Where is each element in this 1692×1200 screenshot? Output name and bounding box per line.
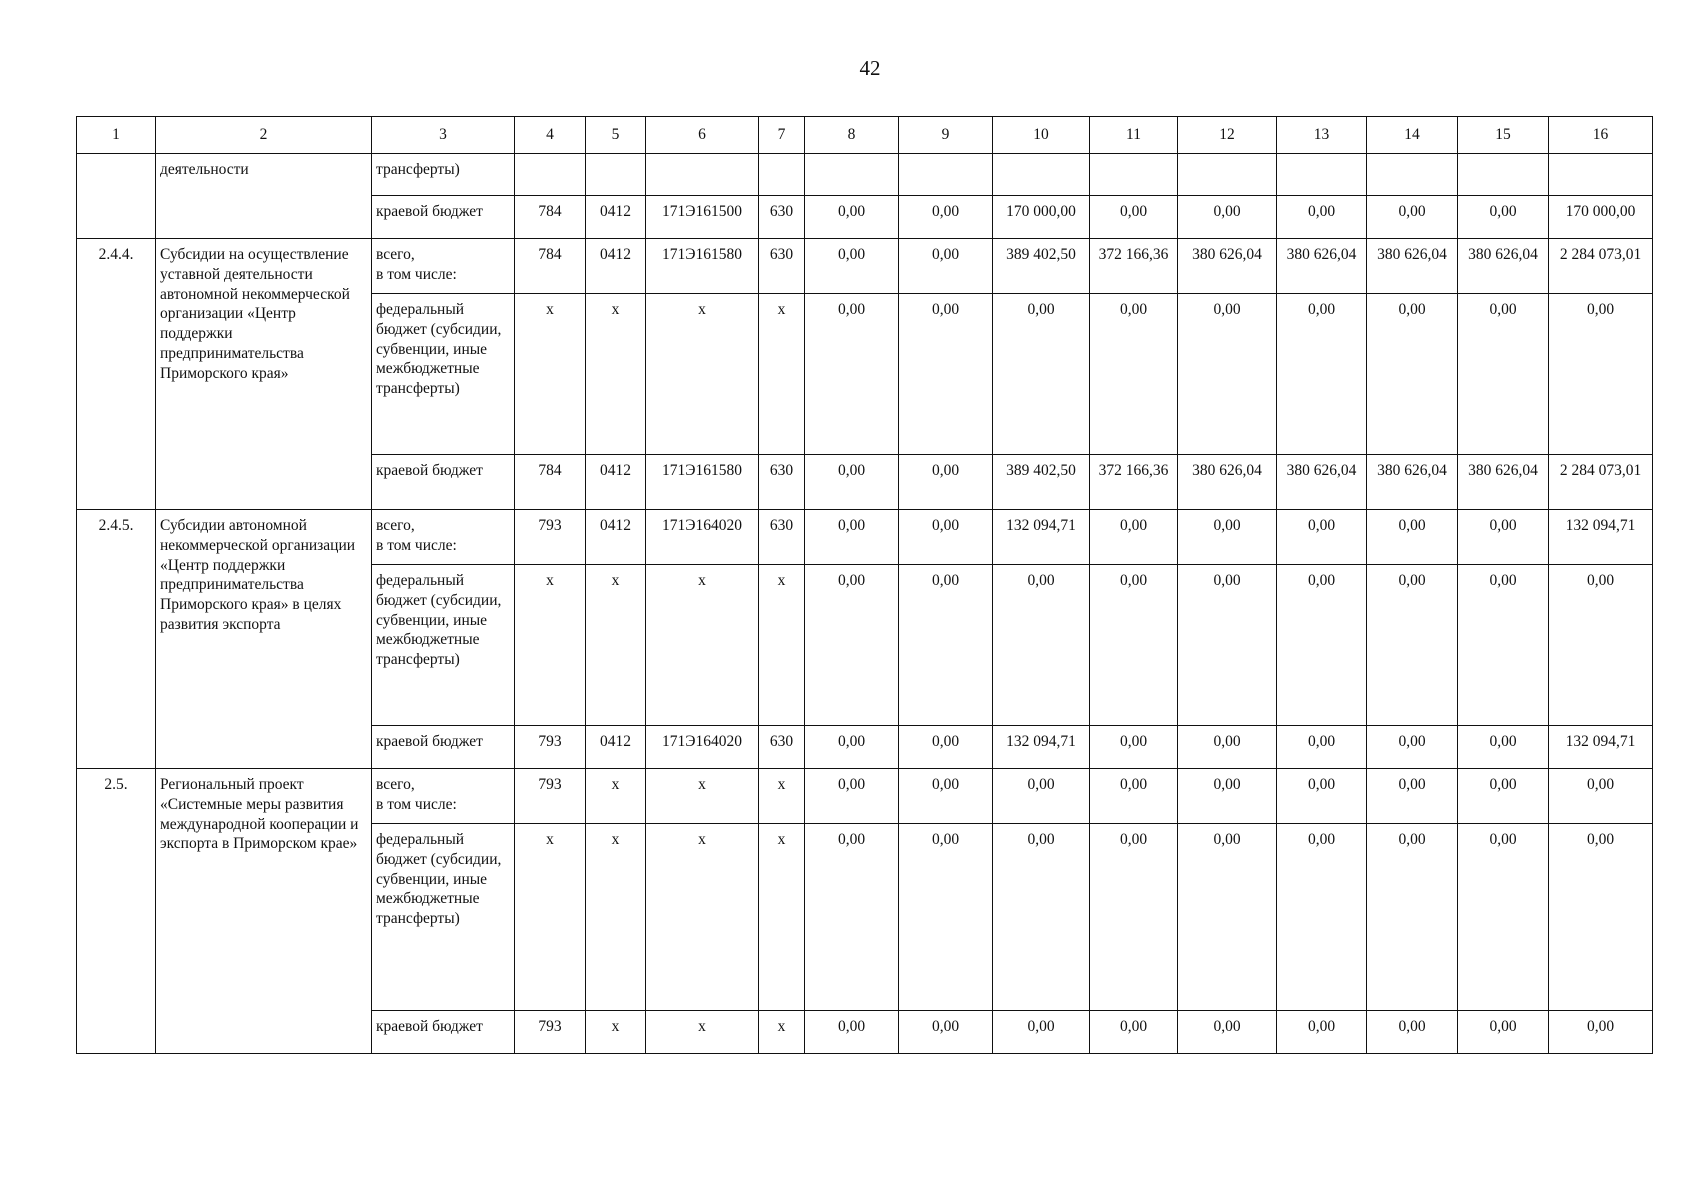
table-cell: х (515, 565, 586, 726)
item-number-cell: 2.4.4. (77, 239, 156, 510)
table-cell: х (759, 565, 805, 726)
table-cell: 0,00 (805, 824, 899, 1011)
table-cell: 0,00 (1458, 510, 1549, 565)
table-cell: 0,00 (805, 510, 899, 565)
table-cell: 0,00 (805, 455, 899, 510)
table-cell: х (515, 294, 586, 455)
table-cell: 0,00 (993, 565, 1090, 726)
table-cell: 0,00 (1458, 294, 1549, 455)
table-cell (1090, 154, 1178, 196)
table-cell (1549, 154, 1653, 196)
table-cell: 0412 (586, 196, 646, 239)
table-cell: 0,00 (899, 726, 993, 769)
table-cell: 171Э161580 (646, 239, 759, 294)
table-cell: 0,00 (1367, 769, 1458, 824)
column-number: 14 (1367, 117, 1458, 154)
table-cell: 389 402,50 (993, 455, 1090, 510)
table-cell: 0,00 (899, 769, 993, 824)
column-number: 2 (156, 117, 372, 154)
table-cell: х (759, 769, 805, 824)
table-cell (993, 154, 1090, 196)
table-cell (805, 154, 899, 196)
table-cell: 784 (515, 455, 586, 510)
table-cell: 0,00 (1178, 294, 1277, 455)
column-number-header (77, 117, 1653, 154)
table-cell: 0,00 (1458, 196, 1549, 239)
table-cell: 380 626,04 (1367, 239, 1458, 294)
table-cell: 0,00 (1458, 769, 1549, 824)
table-cell: 0,00 (899, 510, 993, 565)
table-cell: 0412 (586, 726, 646, 769)
column-number: 3 (372, 117, 515, 154)
table-cell: 170 000,00 (993, 196, 1090, 239)
table-cell: 0,00 (1367, 565, 1458, 726)
table-cell: 0,00 (1178, 824, 1277, 1011)
table-cell: 380 626,04 (1178, 455, 1277, 510)
table-cell: 0,00 (1549, 824, 1653, 1011)
table-cell: 0,00 (1367, 824, 1458, 1011)
table-cell: 0,00 (805, 726, 899, 769)
table-cell: 0,00 (805, 196, 899, 239)
table-cell: х (759, 1011, 805, 1054)
table-cell: 372 166,36 (1090, 239, 1178, 294)
table-cell: 132 094,71 (993, 510, 1090, 565)
table-cell (1458, 154, 1549, 196)
table-cell: 630 (759, 726, 805, 769)
item-number-cell: 2.4.5. (77, 510, 156, 769)
funding-source-cell: трансферты) (372, 154, 515, 196)
table-cell (1178, 154, 1277, 196)
table-cell: х (646, 769, 759, 824)
table-cell: 0,00 (1458, 565, 1549, 726)
table-cell: х (646, 565, 759, 726)
table-cell: х (646, 824, 759, 1011)
funding-source-cell: краевой бюджет (372, 455, 515, 510)
table-row (77, 769, 1653, 824)
table-cell (759, 154, 805, 196)
table-cell: 784 (515, 239, 586, 294)
table-cell: 380 626,04 (1277, 239, 1367, 294)
table-cell: х (586, 824, 646, 1011)
table-cell: 0,00 (1277, 565, 1367, 726)
table-cell: 0,00 (899, 565, 993, 726)
table-cell: 389 402,50 (993, 239, 1090, 294)
column-number: 8 (805, 117, 899, 154)
table-cell: 630 (759, 196, 805, 239)
table-cell: 0,00 (805, 1011, 899, 1054)
table-cell: 0,00 (1549, 565, 1653, 726)
table-cell: 630 (759, 510, 805, 565)
table-cell: 793 (515, 1011, 586, 1054)
table-cell: 0,00 (1090, 824, 1178, 1011)
item-name-cell: Субсидии на осуществление уставной деятельности автономной некоммерческой организации «Центр поддержки предпринимательства Приморского края» (156, 239, 372, 510)
table-cell: 170 000,00 (1549, 196, 1653, 239)
funding-source-cell: федеральный бюджет (субсидии, субвенции, иные межбюджетные трансферты) (372, 824, 515, 1011)
table-cell: х (586, 1011, 646, 1054)
table-cell: 0,00 (1458, 1011, 1549, 1054)
table-cell: 171Э164020 (646, 726, 759, 769)
table-cell: 0,00 (805, 239, 899, 294)
funding-source-cell: всего, в том числе: (372, 769, 515, 824)
table-cell: 171Э164020 (646, 510, 759, 565)
table-cell: 0,00 (899, 294, 993, 455)
table-cell: 0,00 (1367, 294, 1458, 455)
table-cell: 0,00 (1549, 769, 1653, 824)
table-cell (1277, 154, 1367, 196)
table-row (77, 239, 1653, 294)
column-number: 12 (1178, 117, 1277, 154)
table-cell: 0,00 (1277, 196, 1367, 239)
table-cell: 171Э161500 (646, 196, 759, 239)
funding-source-cell: федеральный бюджет (субсидии, субвенции, иные межбюджетные трансферты) (372, 294, 515, 455)
column-number: 16 (1549, 117, 1653, 154)
table-cell: 0,00 (899, 824, 993, 1011)
table-cell: 0,00 (899, 1011, 993, 1054)
table-cell (1367, 154, 1458, 196)
table-cell: 0,00 (1090, 196, 1178, 239)
table-cell: 0,00 (1178, 1011, 1277, 1054)
table-cell: х (646, 1011, 759, 1054)
item-name-cell: Субсидии автономной некоммерческой организации «Центр поддержки предпринимательства Приморского края» в целях развития экспорта (156, 510, 372, 769)
table-cell: 0,00 (899, 196, 993, 239)
table-cell: х (586, 294, 646, 455)
table-cell (899, 154, 993, 196)
table-cell: 0,00 (1090, 510, 1178, 565)
item-number-cell (77, 154, 156, 239)
table-cell: 0,00 (1090, 769, 1178, 824)
table-cell: 0,00 (993, 1011, 1090, 1054)
table-cell: 0,00 (1277, 769, 1367, 824)
table-cell: 0,00 (805, 565, 899, 726)
table-cell: 0,00 (1090, 565, 1178, 726)
table-cell: 0,00 (1367, 1011, 1458, 1054)
table-cell: 0,00 (1367, 196, 1458, 239)
funding-source-cell: всего, в том числе: (372, 239, 515, 294)
table-cell: 0,00 (1458, 824, 1549, 1011)
funding-source-cell: краевой бюджет (372, 1011, 515, 1054)
table-cell: 380 626,04 (1458, 239, 1549, 294)
column-number: 1 (77, 117, 156, 154)
table-cell: х (759, 824, 805, 1011)
column-number: 4 (515, 117, 586, 154)
table-cell: 0,00 (1178, 196, 1277, 239)
funding-source-cell: краевой бюджет (372, 726, 515, 769)
table-body (77, 154, 1653, 1054)
table-cell: 0,00 (993, 294, 1090, 455)
table-cell: 0,00 (1178, 510, 1277, 565)
table-cell: 0412 (586, 510, 646, 565)
table-cell: 793 (515, 769, 586, 824)
funding-source-cell: всего, в том числе: (372, 510, 515, 565)
table-cell: 0,00 (805, 769, 899, 824)
column-number: 6 (646, 117, 759, 154)
table-cell: 380 626,04 (1277, 455, 1367, 510)
table-row (77, 510, 1653, 565)
table-cell: 0,00 (1178, 726, 1277, 769)
table-cell: 0,00 (1367, 726, 1458, 769)
table-cell: 0,00 (805, 294, 899, 455)
table-cell: 380 626,04 (1367, 455, 1458, 510)
table-cell: 0412 (586, 239, 646, 294)
table-cell: х (586, 769, 646, 824)
budget-table (76, 116, 1653, 1054)
item-name-cell: Региональный проект «Системные меры развития международной кооперации и экспорта в Приморском крае» (156, 769, 372, 1054)
table-cell: 380 626,04 (1178, 239, 1277, 294)
table-cell: 132 094,71 (993, 726, 1090, 769)
table-cell: 2 284 073,01 (1549, 455, 1653, 510)
column-number: 15 (1458, 117, 1549, 154)
item-number-cell: 2.5. (77, 769, 156, 1054)
table-cell: 0,00 (1090, 1011, 1178, 1054)
column-number: 9 (899, 117, 993, 154)
table-cell (646, 154, 759, 196)
table-cell: 132 094,71 (1549, 726, 1653, 769)
table-cell: 0,00 (1367, 510, 1458, 565)
table-cell: 171Э161580 (646, 455, 759, 510)
table-cell: 0,00 (899, 455, 993, 510)
column-number: 13 (1277, 117, 1367, 154)
funding-source-cell: федеральный бюджет (субсидии, субвенции, иные межбюджетные трансферты) (372, 565, 515, 726)
table-cell: 0,00 (1277, 510, 1367, 565)
table-cell: х (759, 294, 805, 455)
table-cell: 793 (515, 510, 586, 565)
column-number: 10 (993, 117, 1090, 154)
table-cell: х (515, 824, 586, 1011)
column-number: 7 (759, 117, 805, 154)
table-cell: 380 626,04 (1458, 455, 1549, 510)
table-cell: 0,00 (1090, 726, 1178, 769)
table-cell: 0,00 (1090, 294, 1178, 455)
table-cell (586, 154, 646, 196)
page-number: 42 (859, 56, 881, 80)
table-cell: 0,00 (1277, 726, 1367, 769)
table-cell: 2 284 073,01 (1549, 239, 1653, 294)
table-cell: 0,00 (1178, 769, 1277, 824)
table-cell: 372 166,36 (1090, 455, 1178, 510)
header-row (77, 117, 1653, 154)
item-name-cell: деятельности (156, 154, 372, 239)
table-cell: 630 (759, 239, 805, 294)
table-cell: 0,00 (1178, 565, 1277, 726)
table-cell: 630 (759, 455, 805, 510)
table-cell: 0,00 (1458, 726, 1549, 769)
table-cell: 0,00 (993, 824, 1090, 1011)
table-row (77, 154, 1653, 196)
table-cell: 0,00 (1549, 294, 1653, 455)
table-cell: 0,00 (993, 769, 1090, 824)
column-number: 5 (586, 117, 646, 154)
table-cell: 0,00 (899, 239, 993, 294)
table-cell: 793 (515, 726, 586, 769)
table-cell: 0,00 (1277, 1011, 1367, 1054)
table-cell: х (646, 294, 759, 455)
table-cell: х (586, 565, 646, 726)
table-cell: 784 (515, 196, 586, 239)
table-cell (515, 154, 586, 196)
table-cell: 0412 (586, 455, 646, 510)
table-cell: 0,00 (1277, 824, 1367, 1011)
funding-source-cell: краевой бюджет (372, 196, 515, 239)
table-cell: 132 094,71 (1549, 510, 1653, 565)
column-number: 11 (1090, 117, 1178, 154)
table-cell: 0,00 (1549, 1011, 1653, 1054)
table-cell: 0,00 (1277, 294, 1367, 455)
